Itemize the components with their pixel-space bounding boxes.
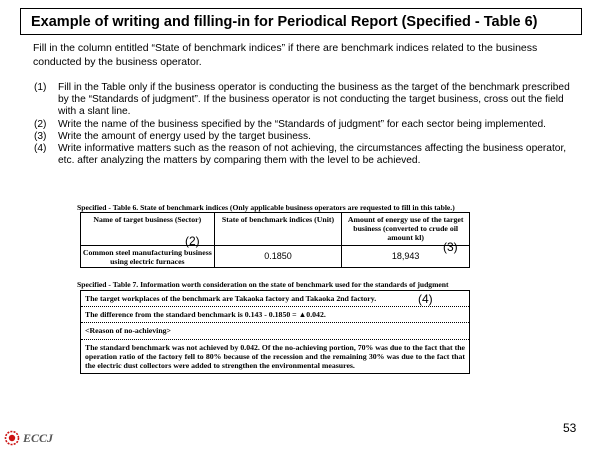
page-title: Example of writing and filling-in for Periodical Report (Specified - Table 6) <box>20 8 582 35</box>
consideration-table <box>80 290 470 374</box>
rules-list <box>34 82 579 167</box>
rule-item <box>34 82 579 119</box>
intro-text: Fill in the column entitled “State of benchmark indices” if there are benchmark indices related to the business conducted by the business operator. <box>33 42 538 68</box>
table-row: The target workplaces of the benchmark are Takaoka factory and Takaoka 2nd factory. <box>81 291 469 307</box>
rule-number: (1) <box>34 82 47 93</box>
table7-caption: Specified - Table 7. Information worth consideration on the state of benchmark used for the standards of judgment <box>77 280 449 289</box>
rule-text: Write informative matters such as the reason of not achieving, the circumstances affecting the business operator, etc. after analyzing the matters by comparing them with the level to be achieved. <box>58 143 567 167</box>
table-cell: Common steel manufacturing business using electric furnaces <box>81 246 215 268</box>
table-header-row <box>81 213 470 246</box>
callout-4: (4) <box>418 292 433 306</box>
rule-item <box>34 119 579 131</box>
table-row: The standard benchmark was not achieved by 0.042. Of the no-achieving portion, 70% was due to the fact that the operation ratio of the factory fell to 80% because of the recession and the remaining 30% was due to the fact that the electric dust collectors were added to strengthen the environmental measures. <box>85 342 465 371</box>
rule-text: Fill in the Table only if the business operator is conducting the business as the target of the benchmark prescribed by the “Standards of judgment”. If the business operator is not conducting the target business, cross out the field with a slant line. <box>58 82 570 118</box>
table6-caption: Specified - Table 6. State of benchmark indices (Only applicable business operators are requested to fill in this table.) <box>77 203 455 212</box>
table-row: <Reason of no-achieving> <box>81 323 469 339</box>
table-header: State of benchmark indices (Unit) <box>214 213 342 246</box>
rule-text: Write the amount of energy used by the target business. <box>58 130 311 142</box>
table-header: Name of target business (Sector) <box>81 213 215 246</box>
logo-text: ECCJ <box>23 430 54 445</box>
callout-2: (2) <box>185 234 200 248</box>
table-cell: 0.1850 <box>214 246 342 268</box>
benchmark-table <box>80 212 470 268</box>
rule-item <box>34 143 579 167</box>
rule-number: (4) <box>34 143 47 155</box>
rule-item <box>34 131 579 143</box>
table-row <box>81 246 470 268</box>
page-number: 53 <box>563 421 577 435</box>
table-cell: 18,943 <box>342 246 470 268</box>
table-header: Amount of energy use of the target business (converted to crude oil amount kl) <box>342 213 470 246</box>
table-row: The difference from the standard benchmark is 0.143 - 0.1850 = ▲0.042. <box>81 307 469 323</box>
rule-text: Write the name of the business specified by the “Standards of judgment” for each sector being implemented. <box>58 118 546 130</box>
rule-number: (3) <box>34 130 47 142</box>
rule-number: (2) <box>34 118 47 130</box>
callout-3: (3) <box>443 240 458 254</box>
eccj-logo <box>4 430 53 446</box>
eccj-logo-icon <box>4 430 20 446</box>
